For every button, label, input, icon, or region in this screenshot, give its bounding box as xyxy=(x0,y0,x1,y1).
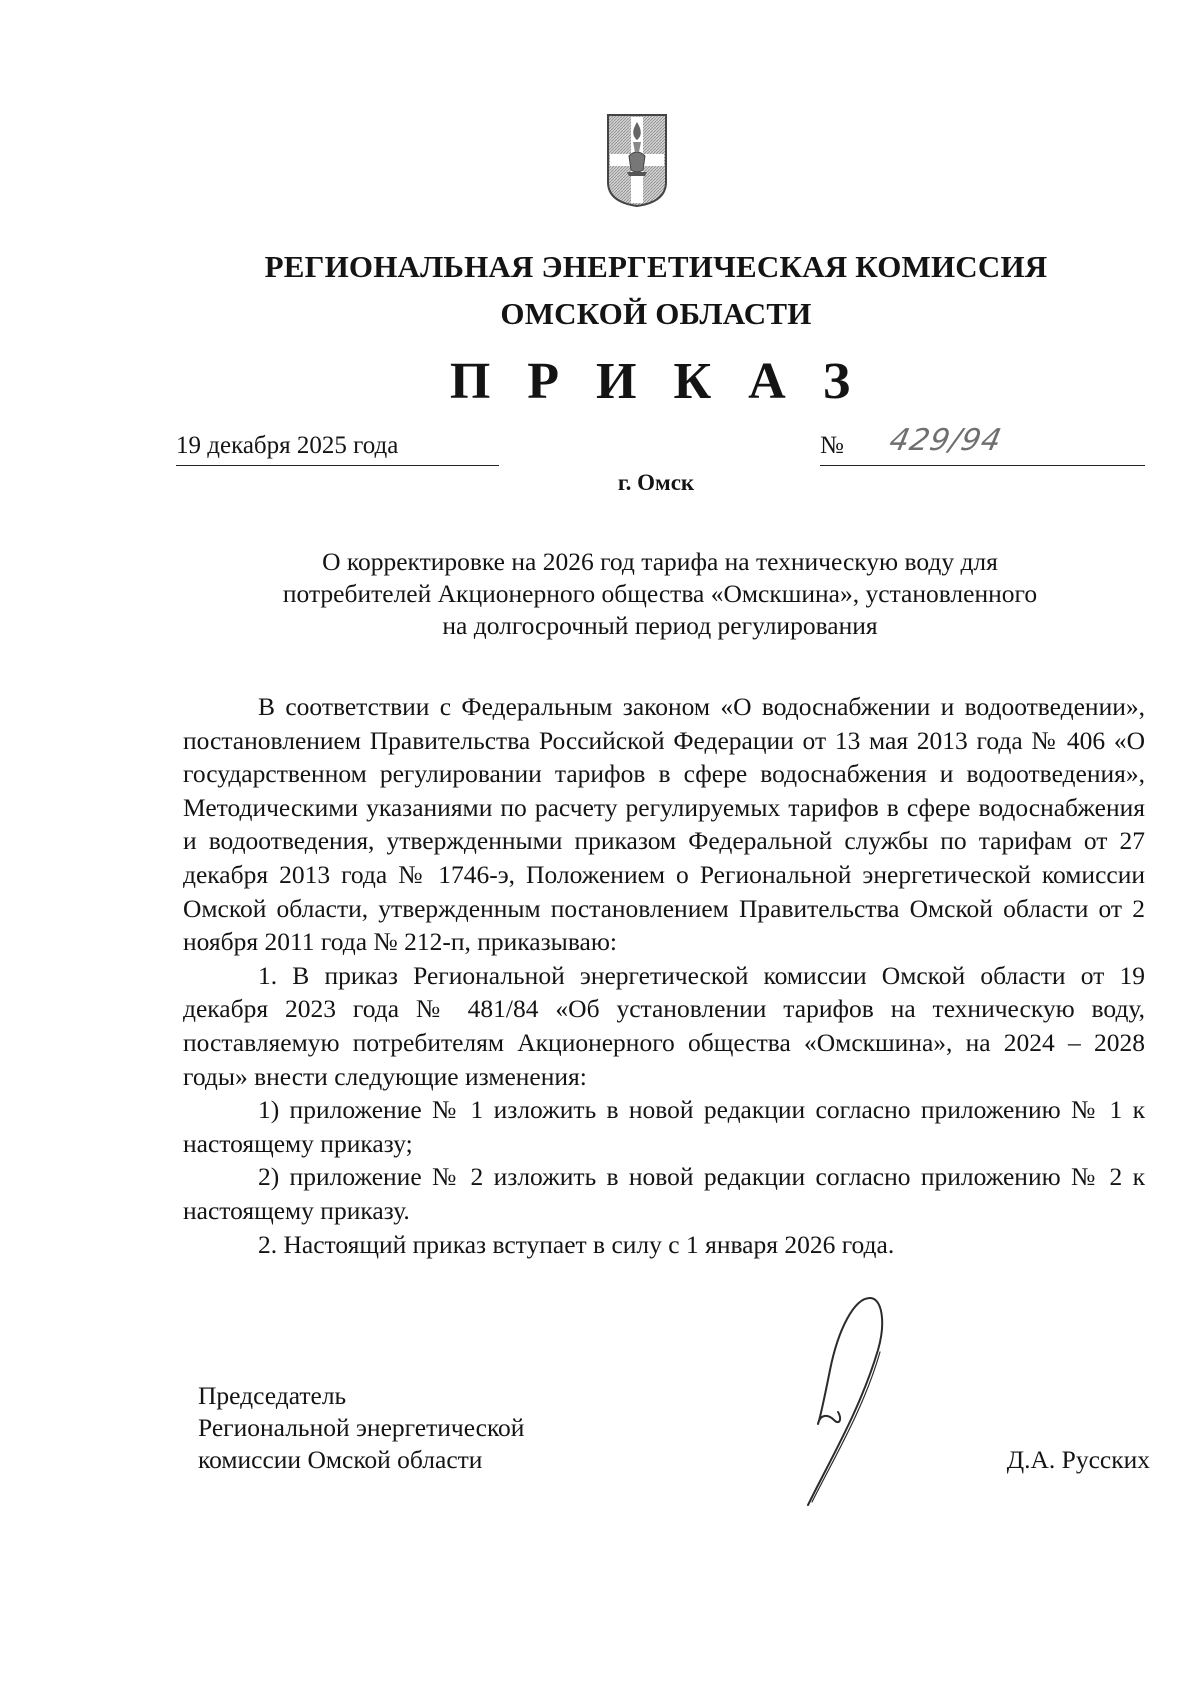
handwritten-signature-icon xyxy=(790,1290,920,1510)
item-1-2-paragraph: 2) приложение № 2 изложить в новой редакции согласно приложению № 2 к настоящему приказу. xyxy=(183,1162,1145,1225)
signer-position-line-3: комиссии Омской области xyxy=(198,1445,483,1474)
omsk-coat-of-arms-icon xyxy=(605,112,669,208)
signer-name: Д.А. Русских xyxy=(1006,1445,1150,1474)
signer-position-line-1: Председатель xyxy=(198,1381,347,1410)
organization-title-line-2: ОМСКОЙ ОБЛАСТИ xyxy=(500,296,812,331)
date-field xyxy=(176,429,499,466)
item-1-paragraph: 1. В приказ Региональной энергетической комиссии Омской области от 19 декабря 2023 года № 481/84 «Об установлении тарифов на техническую воду, поставляемую потребителям Акционерного общества «Омскшина», на 2024 – 2028 годы» внести следующие изменения: xyxy=(183,960,1145,1091)
subject-line-1: О корректировке на 2026 год тарифа на техническую воду для xyxy=(322,547,998,576)
item-1-1-paragraph: 1) приложение № 1 изложить в новой редакции согласно приложению № 1 к настоящему приказу; xyxy=(183,1095,1145,1158)
organization-title xyxy=(0,243,1200,337)
subject-line-3: на долгосрочный период регулирования xyxy=(442,611,878,640)
document-type: П Р И К А З xyxy=(449,353,863,410)
number-field xyxy=(820,423,1145,466)
document-subject xyxy=(200,546,1120,642)
signer-position xyxy=(198,1380,618,1476)
preamble-paragraph: В соответствии с Федеральным законом «О водоснабжении и водоотведении», постановлением Правительства Российской Федерации от 13 мая 2013 года № 406 «О государственном регулировании тарифов в сфере водоснабжения и водоотведения», Методическими указаниями по расчету регулируемых тарифов в сфере водоснабжения и водоотведения, утвержденными приказом Федеральной службы по тарифам от 27 декабря 2013 года № 1746-э, Положением о Региональной энергетической комиссии Омской области, утвержденным постановлением Правительства Омской области от 2 ноября 2011 года № 212-п, приказываю: xyxy=(183,692,1145,957)
document-number: 429/94 xyxy=(886,423,1006,458)
document-date: 19 декабря 2025 года xyxy=(176,432,399,459)
city: г. Омск xyxy=(617,470,695,495)
number-label: № xyxy=(820,432,844,459)
subject-line-2: потребителей Акционерного общества «Омскшина», установленного xyxy=(282,579,1038,608)
item-2-paragraph: 2. Настоящий приказ вступает в силу с 1 января 2026 года. xyxy=(258,1229,895,1259)
signer-position-line-2: Региональной энергетической xyxy=(198,1413,525,1442)
organization-title-line-1: РЕГИОНАЛЬНАЯ ЭНЕРГЕТИЧЕСКАЯ КОМИССИЯ xyxy=(264,249,1048,284)
document-body xyxy=(183,690,1145,1261)
